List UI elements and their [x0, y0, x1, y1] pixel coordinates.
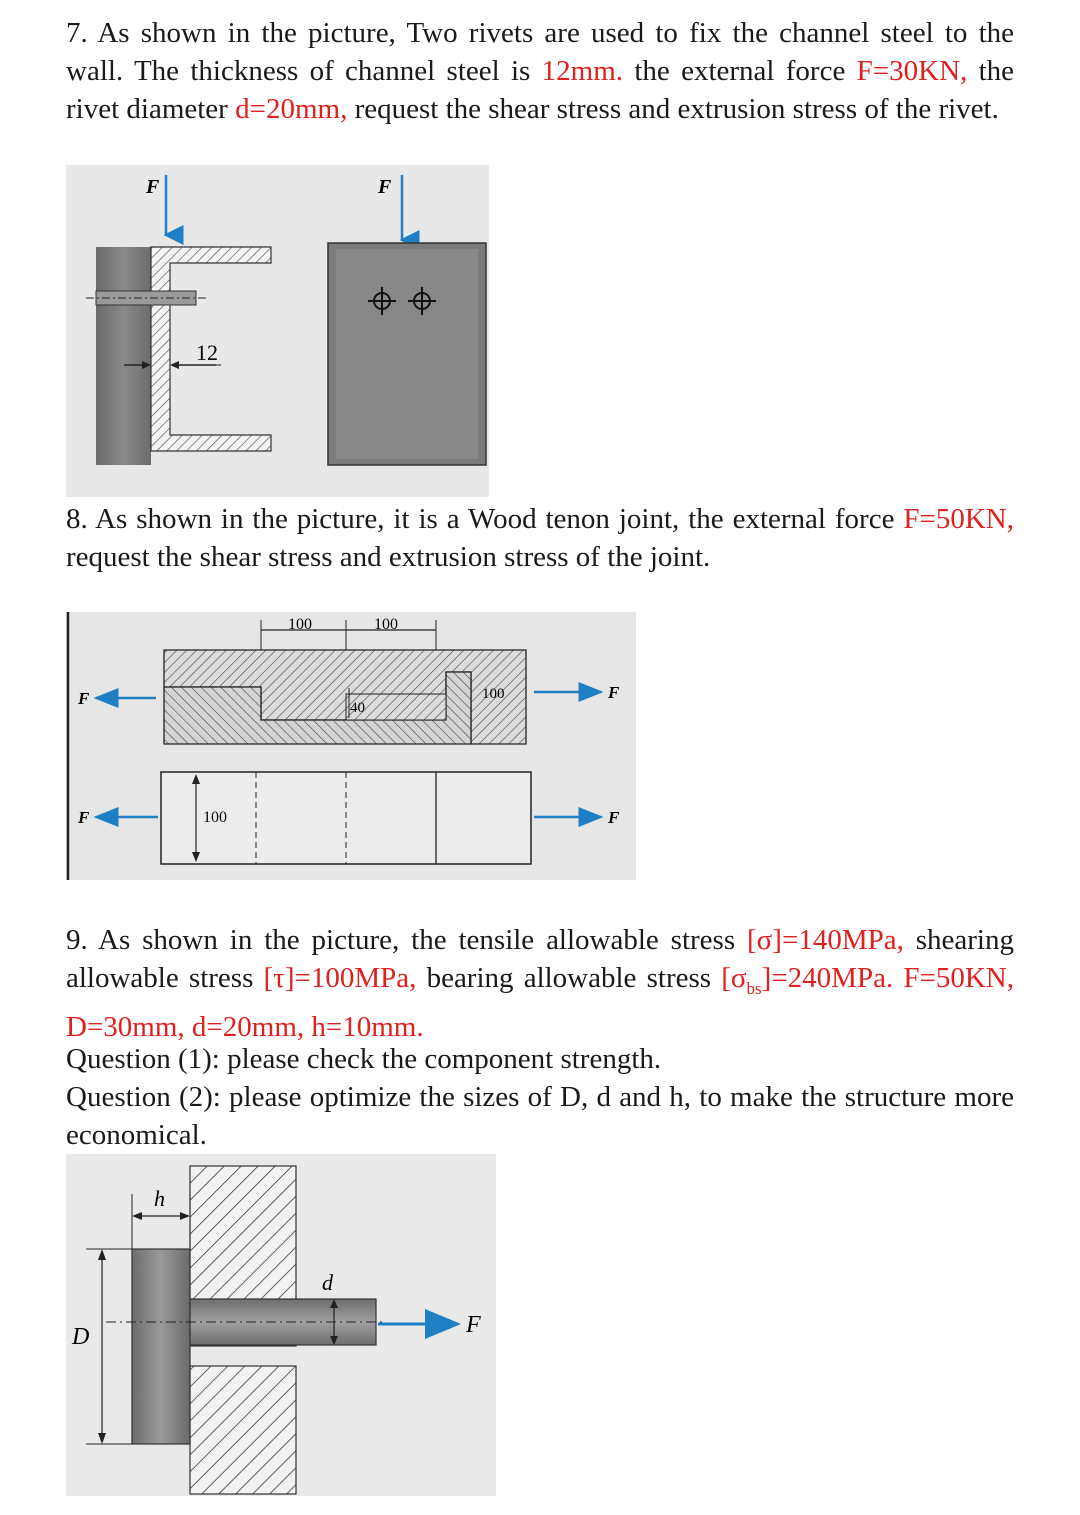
question-9-part-1: Question (1): please check the component strength.	[66, 1043, 662, 1075]
plate-lower	[190, 1366, 296, 1494]
pin-head	[132, 1249, 190, 1444]
q9-bearing-post: ]=240MPa. F=50KN, D=30mm, d=20mm, h=10mm.	[66, 962, 1014, 1043]
force-label-right: F	[378, 176, 392, 198]
q9-tensile-value: [σ]=140MPa,	[747, 924, 904, 956]
question-9-text	[66, 921, 1014, 1046]
dim-top-right: 100	[374, 616, 398, 633]
force-label-left: F	[146, 176, 160, 198]
q9-text-part: bearing allowable stress	[416, 962, 722, 994]
force-right-top: F	[608, 683, 620, 702]
label-D: D	[72, 1324, 90, 1350]
figure-8-wood-tenon	[66, 612, 636, 880]
force-left-bottom: F	[78, 808, 90, 827]
dim-right: 100	[482, 686, 505, 702]
question-7-text	[66, 14, 1014, 128]
dim-depth: 40	[350, 700, 365, 716]
question-9-part-2: Question (2): please optimize the sizes of D, d and h, to make the structure more economical.	[66, 1081, 1014, 1151]
q7-text-part: the rivet diameter	[66, 55, 1015, 125]
force-left-top: F	[78, 689, 90, 708]
q9-bearing-sub: bs	[746, 978, 762, 998]
figure-9-pin-joint	[66, 1154, 496, 1496]
q7-thickness-value: 12mm.	[541, 55, 624, 87]
q9-text-part: 9. As shown in the picture, the tensile allowable stress	[66, 924, 748, 956]
q7-text-part: 7. As shown in the picture, Two rivets are used to fix the channel steel to the wall. The thickness of channel steel is	[66, 17, 1014, 87]
q7-text-part: request the shear stress and extrusion stress of the rivet.	[347, 93, 999, 125]
q7-diameter-value: d=20mm,	[235, 93, 348, 125]
question-8-text	[66, 500, 1014, 576]
force-right-bottom: F	[608, 808, 620, 827]
q8-text-part: request the shear stress and extrusion stress of the joint.	[66, 541, 711, 573]
dim-top-left: 100	[288, 616, 312, 633]
figure-7-channel-steel	[66, 165, 489, 497]
q8-text-part: 8. As shown in the picture, it is a Wood tenon joint, the external force	[66, 503, 904, 535]
label-d: d	[322, 1270, 333, 1295]
label-h: h	[154, 1186, 165, 1211]
q9-bearing-pre: [σ	[721, 962, 747, 994]
q9-text-part: shearing allowable stress	[66, 924, 1014, 994]
thickness-dimension: 12	[196, 340, 218, 365]
q8-force-value: F=50KN,	[903, 503, 1014, 535]
label-F: F	[466, 1312, 481, 1338]
q9-shear-value: [τ]=100MPa,	[263, 962, 417, 994]
dim-height: 100	[203, 809, 227, 826]
q7-text-part: the external force	[623, 55, 857, 87]
wall	[96, 247, 151, 465]
q7-force-value: F=30KN,	[856, 55, 968, 87]
